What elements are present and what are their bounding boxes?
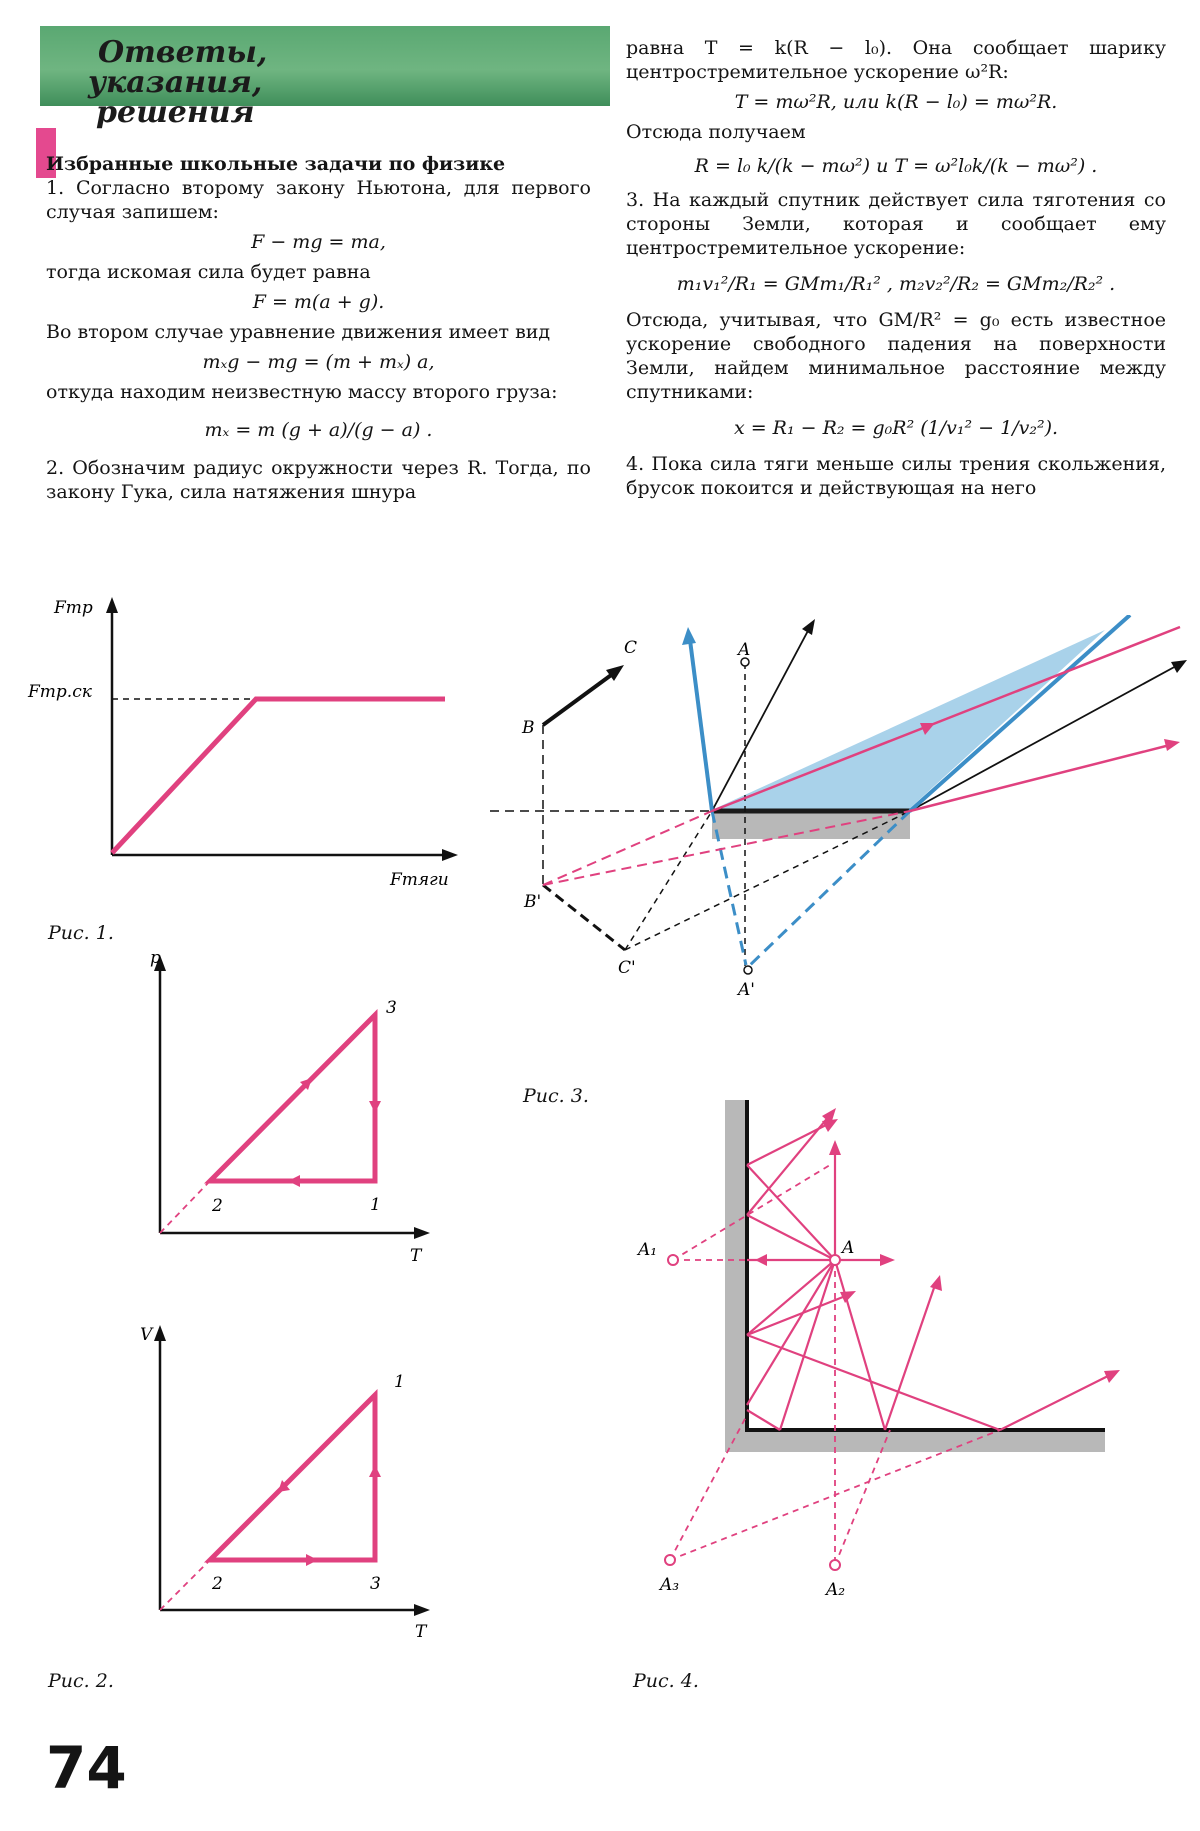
fig3-pink-ray-2-head — [1164, 739, 1180, 751]
fig1-x-arrow — [442, 849, 458, 861]
left-paragraph-1: 1. Согласно второму закону Ньютона, для первого случая запишем: — [46, 177, 591, 223]
fig4-wall-horizontal — [725, 1430, 1105, 1452]
fig2VT-y-label: V — [140, 1325, 153, 1345]
fig3-black-ray-1-head — [802, 619, 815, 635]
fig2pT-x-label: T — [410, 1246, 422, 1266]
fig1-y-label: Fтр — [54, 598, 93, 618]
fig2pT-x-arrow — [414, 1227, 430, 1239]
banner-line-3: решения — [96, 95, 255, 130]
fig2pT-arrow-left — [288, 1175, 300, 1187]
fig2pT-point-3: 3 — [386, 998, 397, 1018]
formula-radius: R = l₀ k/(k − mω²) и T = ω²l₀k/(k − mω²) . — [694, 155, 1098, 177]
fig3-BC-arrow — [543, 670, 618, 725]
fig4-point-A2 — [830, 1560, 840, 1570]
fig2pT-y-label: p — [150, 948, 161, 968]
fig4-label-A: A — [842, 1238, 855, 1258]
fig3-label-Cprime: C' — [618, 958, 636, 978]
fig1-y-arrow — [106, 597, 118, 613]
figure-3 — [490, 615, 1190, 1005]
fig1-caption: Рис. 1. — [48, 922, 114, 944]
formula-motion: mₓg − mg = (m + mₓ) a, — [202, 351, 435, 373]
left-paragraph-2: тогда искомая сила будет равна — [46, 261, 371, 283]
right-paragraph-4: Отсюда, учитывая, что GM/R² = g₀ есть известное ускорение свободного падения на поверхности Земли, найдем минимальное расстояние между спутниками: — [626, 309, 1166, 403]
figure-2-VT — [120, 1315, 450, 1645]
fig1-friction-curve — [112, 699, 445, 853]
fig4-rays — [747, 1115, 1110, 1430]
fig3-label-Bprime: B' — [524, 892, 542, 912]
fig2VT-point-2: 2 — [212, 1574, 223, 1594]
banner-title — [88, 35, 268, 130]
left-paragraph-3: Во втором случае уравнение движения имеет вид — [46, 321, 551, 343]
fig3-pink-ray-1 — [712, 627, 1180, 811]
fig4-point-A — [830, 1255, 840, 1265]
right-paragraph-5: 4. Пока сила тяги меньше силы трения скольжения, брусок покоится и действующая на него — [626, 453, 1166, 499]
formula-satellites: m₁v₁²/R₁ = GMm₁/R₁² , m₂v₂²/R₂ = GMm₂/R₂² . — [676, 273, 1116, 295]
formula-distance: x = R₁ − R₂ = g₀R² (1/v₁² − 1/v₂²). — [733, 417, 1059, 439]
fig2pT-arrow-down — [369, 1101, 381, 1113]
fig4-label-A2: A₂ — [826, 1580, 846, 1600]
fig3-label-A: A — [738, 640, 751, 660]
fig4-label-A3: A₃ — [660, 1575, 680, 1595]
fig2VT-dashed — [160, 1560, 210, 1610]
fig2pT-cycle — [210, 1015, 375, 1181]
fig4-arrowheads — [755, 1108, 1120, 1383]
fig2VT-x-arrow — [414, 1604, 430, 1616]
header-banner — [40, 26, 610, 130]
fig3-point-Aprime — [744, 966, 752, 974]
fig2pT-point-2: 2 — [212, 1196, 223, 1216]
fig2pT-point-1: 1 — [370, 1195, 381, 1215]
right-paragraph-3: 3. На каждый спутник действует сила тяготения со стороны Земли, которая и сообщает ему центростремительное ускорение: — [626, 189, 1166, 259]
figure-2-pT — [120, 945, 450, 1275]
fig3-label-Aprime: A' — [738, 980, 755, 1000]
formula-mass: mₓ = m (g + a)/(g − a) . — [204, 419, 433, 441]
banner-line-2: указания, — [88, 65, 263, 100]
fig2VT-point-1: 1 — [394, 1372, 405, 1392]
fig4-wall-vertical — [725, 1100, 747, 1452]
fig3-light-beam — [712, 630, 1105, 810]
fig3-blue-ray-1-head — [682, 627, 696, 645]
formula-force: F = m(a + g). — [252, 291, 385, 313]
figure-1 — [20, 585, 480, 905]
right-column — [626, 36, 1166, 500]
formula-newton-1: F − mg = ma, — [251, 231, 386, 253]
fig2VT-cycle — [210, 1395, 375, 1560]
left-column — [46, 152, 591, 504]
fig1-x-label: Fтяги — [390, 870, 449, 890]
figure-4 — [630, 1095, 1170, 1635]
fig3-plate-shadow — [712, 811, 910, 839]
fig3-pink-dashed-1 — [543, 811, 712, 885]
fig2-caption: Рис. 2. — [48, 1670, 114, 1692]
fig3-caption: Рис. 3. — [523, 1085, 589, 1107]
page-number: 74 — [46, 1734, 127, 1802]
fig2VT-x-label: T — [415, 1622, 427, 1642]
fig4-point-A3 — [665, 1555, 675, 1565]
left-paragraph-5: 2. Обозначим радиус окружности через R. Тогда, по закону Гука, сила натяжения шнура — [46, 457, 591, 503]
fig3-label-B: B — [522, 718, 535, 738]
section-title: Избранные школьные задачи по физике — [46, 153, 506, 175]
fig2VT-point-3: 3 — [370, 1574, 381, 1594]
fig1-level-label: Fтр.ск — [28, 682, 92, 702]
fig4-point-A1 — [668, 1255, 678, 1265]
fig2VT-y-arrow — [154, 1325, 166, 1341]
fig2VT-arrow-right — [306, 1554, 318, 1566]
left-paragraph-4: откуда находим неизвестную массу второго груза: — [46, 381, 558, 403]
fig4-caption: Рис. 4. — [633, 1670, 699, 1692]
fig2VT-arrow-up — [369, 1465, 381, 1477]
formula-tension: T = mω²R, или k(R − l₀) = mω²R. — [734, 91, 1058, 113]
fig3-label-C: C — [624, 638, 638, 658]
fig3-BprimeC-dashed — [543, 885, 625, 950]
banner-line-1: Ответы, — [98, 35, 268, 70]
right-paragraph-2: Отсюда получаем — [626, 121, 806, 143]
fig4-label-A1: A₁ — [638, 1240, 658, 1260]
fig2pT-dashed — [160, 1181, 210, 1233]
right-paragraph-1: равна T = k(R − l₀). Она сообщает шарику центростремительное ускорение ω²R: — [626, 37, 1166, 83]
fig3-blue-ray-1 — [690, 640, 712, 811]
